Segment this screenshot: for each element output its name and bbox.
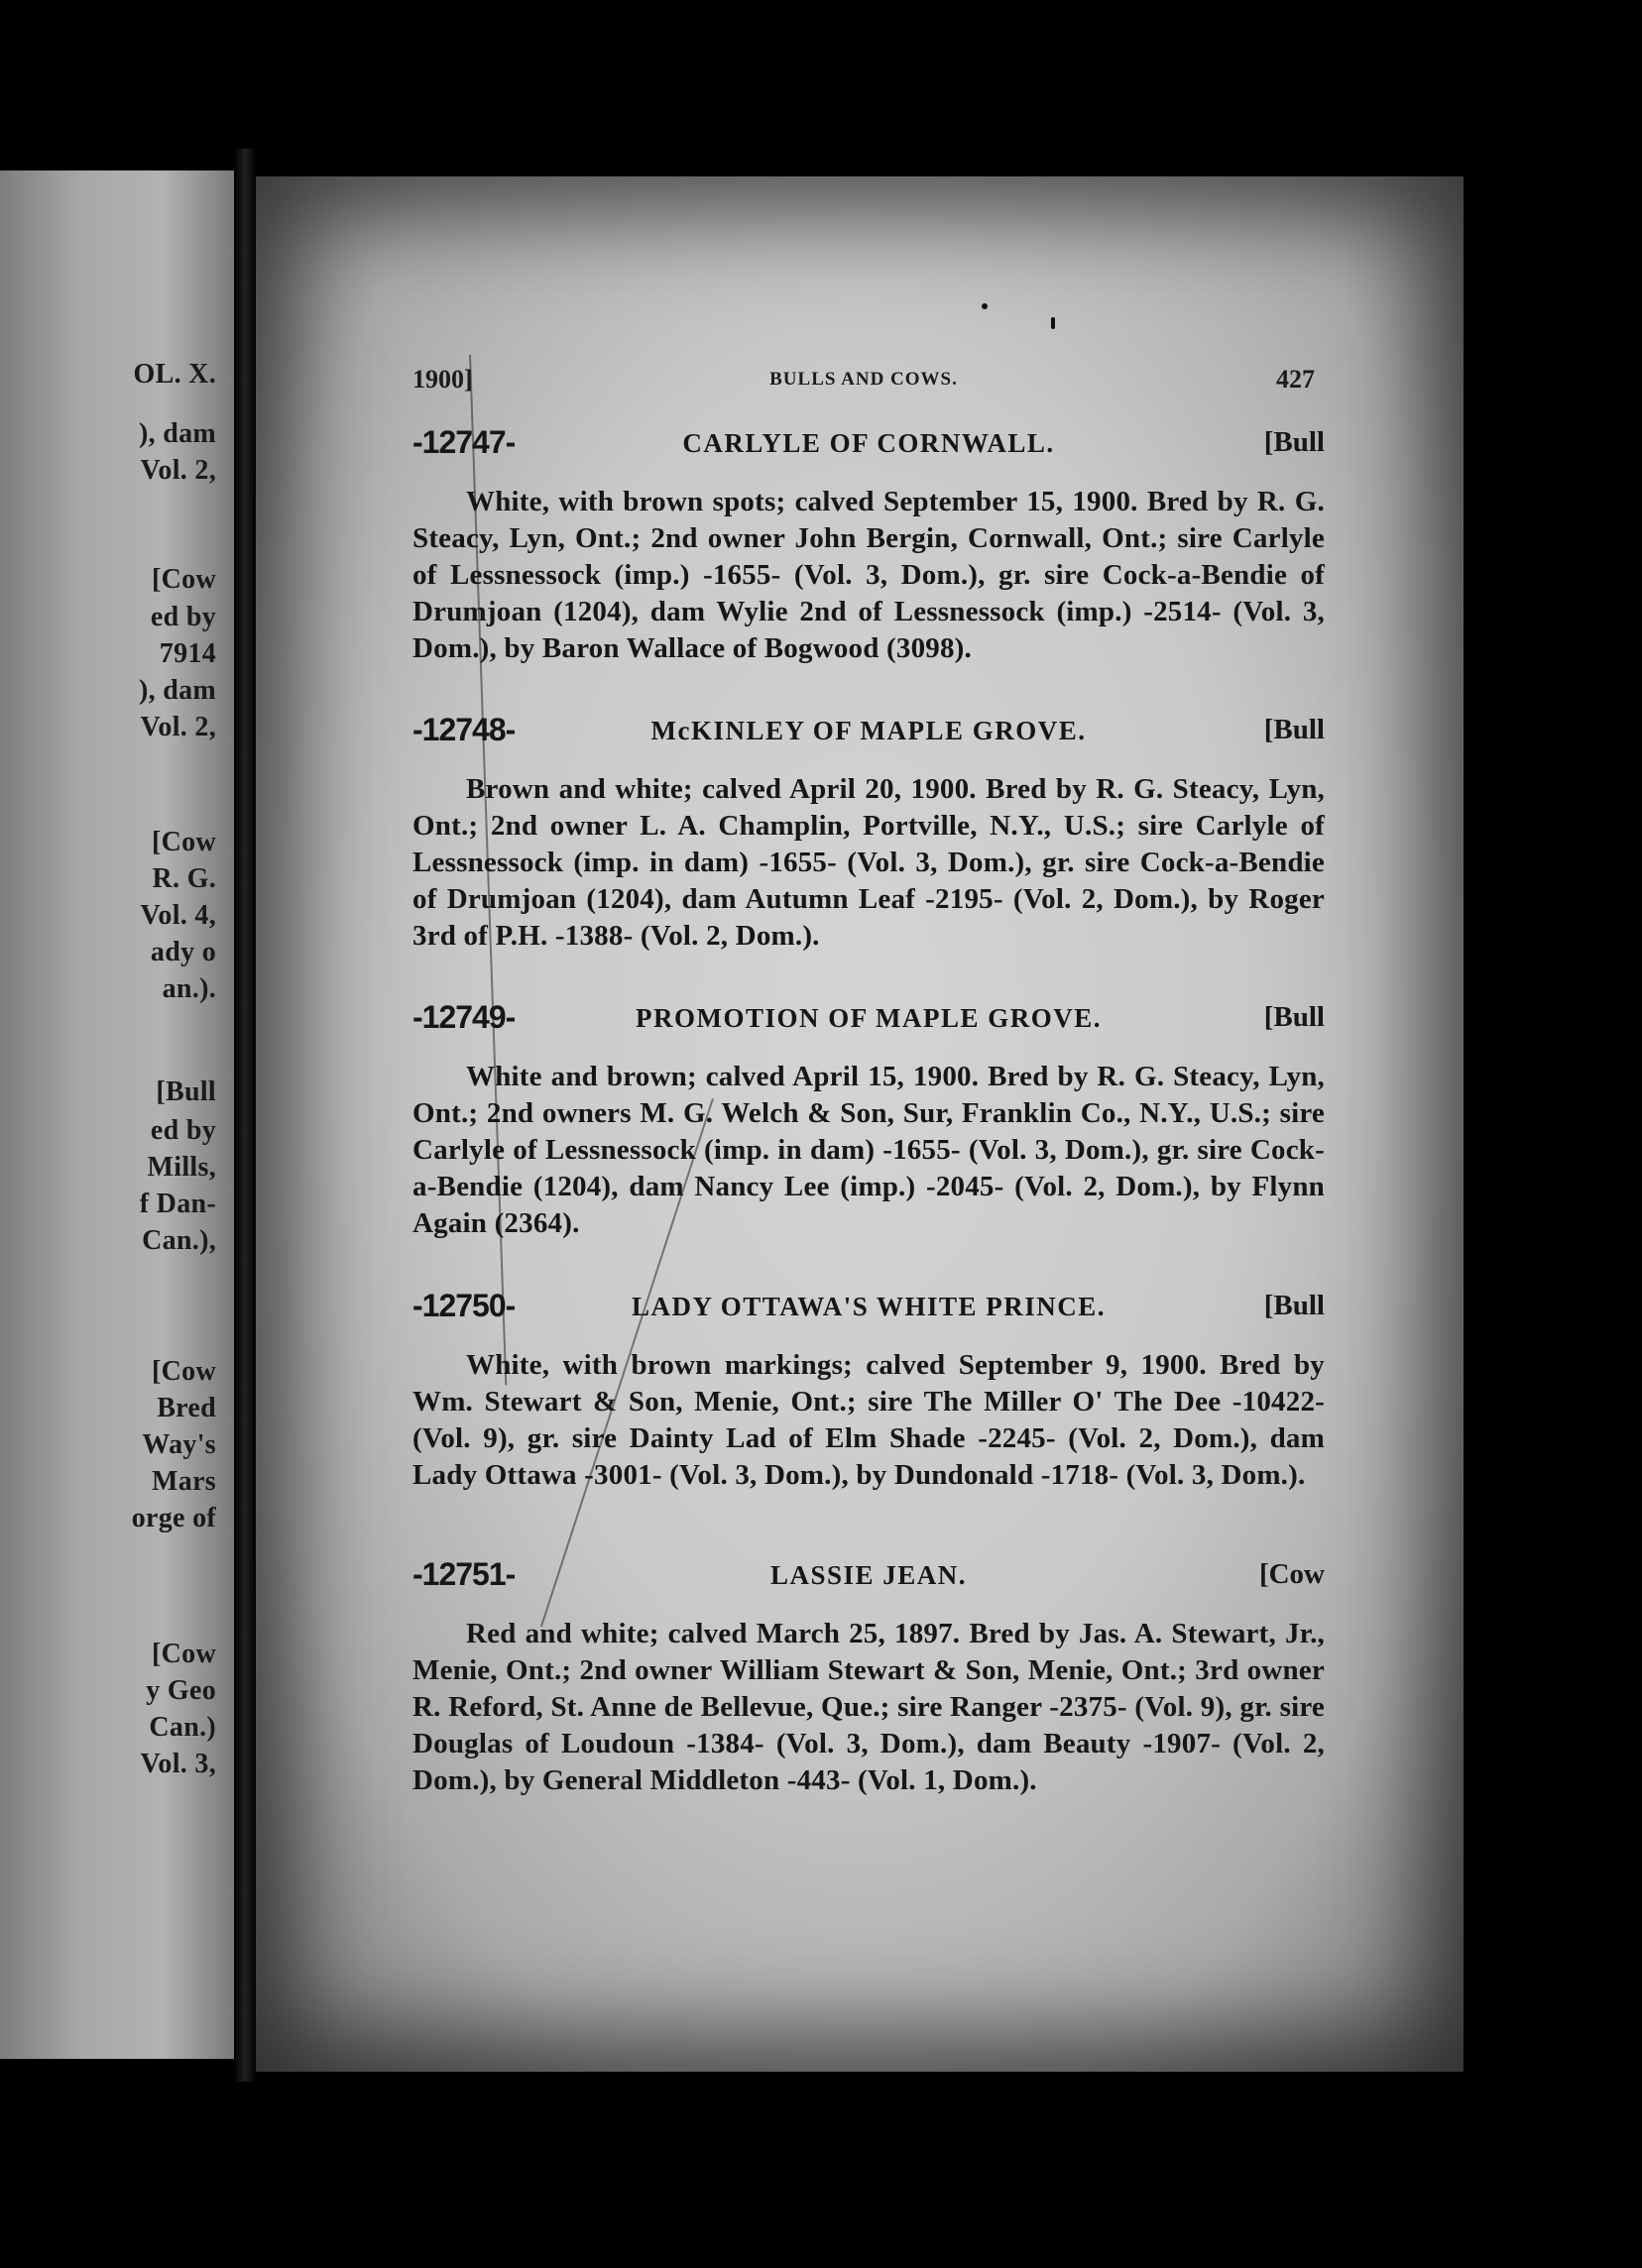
left-line: orge of bbox=[131, 1503, 216, 1533]
animal-sex: [Bull bbox=[1263, 1001, 1325, 1033]
left-line: ), dam bbox=[138, 675, 216, 706]
left-line: ), dam bbox=[138, 418, 216, 449]
page-number: 427 bbox=[1276, 365, 1315, 394]
entry-description: Brown and white; calved April 20, 1900. Bred by R. G. Steacy, Lyn, Ont.; 2nd owner L. A. Champlin, Portville, N.Y., U.S.; sire Carlyle of Lessnessock (imp. in dam) -1655- (Vol. 3, Dom.), gr. sire Cock-a-Bendie of Drumjoan (1204), dam Autumn Leaf -2195- (Vol. 2, Dom.), by Roger 3rd of P.H. -1388- (Vol. 2, Dom.). bbox=[412, 773, 1325, 952]
left-line: [Cow bbox=[152, 1356, 216, 1387]
dust-speck bbox=[982, 303, 988, 309]
left-line: Vol. 2, bbox=[140, 712, 216, 742]
left-line: Vol. 3, bbox=[140, 1749, 216, 1779]
left-line: Mars bbox=[152, 1466, 216, 1497]
entry-description: Red and white; calved March 25, 1897. Bred by Jas. A. Stewart, Jr., Menie, Ont.; 2nd owner William Stewart & Son, Menie, Ont.; 3rd owner R. Reford, St. Anne de Bellevue, Que.; sire Ranger -2375- (Vol. 9), gr. sire Douglas of Loudoun -1384- (Vol. 3, Dom.), dam Beauty -1907- (Vol. 2, Dom.), by General Middleton -443- (Vol. 1, Dom.). bbox=[412, 1618, 1325, 1796]
animal-name: CARLYLE OF CORNWALL. bbox=[682, 428, 1055, 458]
left-line: [Bull bbox=[156, 1077, 216, 1107]
entry-heading bbox=[412, 1556, 1325, 1602]
registration-number: -12747- bbox=[412, 424, 516, 460]
left-line: Vol. 4, bbox=[140, 900, 216, 931]
entry-heading bbox=[412, 1288, 1325, 1333]
left-line: R. G. bbox=[152, 863, 216, 894]
left-line: OL. X. bbox=[133, 359, 216, 390]
entry-heading bbox=[412, 999, 1325, 1045]
entry-description: White, with brown markings; calved September 9, 1900. Bred by Wm. Stewart & Son, Menie, Ont.; sire The Miller O' The Dee -10422- (Vol. 9), gr. sire Dainty Lad of Elm Shade -2245- (Vol. 2, Dom.), dam Lady Ottawa -3001- (Vol. 3, Dom.), by Dundonald -1718- (Vol. 3, Dom.). bbox=[412, 1349, 1325, 1491]
animal-name: LADY OTTAWA'S WHITE PRINCE. bbox=[631, 1292, 1107, 1321]
running-head-title: BULLS AND COWS. bbox=[769, 369, 958, 390]
running-head bbox=[412, 365, 1315, 404]
left-line: ed by bbox=[150, 602, 216, 632]
animal-sex: [Cow bbox=[1258, 1558, 1325, 1590]
book-gutter bbox=[234, 149, 256, 2082]
left-line: Bred bbox=[157, 1393, 216, 1423]
animal-name: McKINLEY OF MAPLE GROVE. bbox=[650, 716, 1087, 745]
register-entry bbox=[412, 712, 1325, 955]
left-line: Vol. 2, bbox=[140, 455, 216, 486]
left-line: ady o bbox=[150, 937, 216, 967]
entry-heading bbox=[412, 712, 1325, 757]
register-entry bbox=[412, 999, 1325, 1242]
left-line: Way's bbox=[142, 1429, 216, 1460]
left-line: [Cow bbox=[152, 1639, 216, 1669]
left-line: an.). bbox=[162, 973, 216, 1004]
left-line: ed by bbox=[150, 1115, 216, 1146]
registration-number: -12748- bbox=[412, 712, 516, 747]
animal-sex: [Bull bbox=[1263, 1290, 1325, 1321]
animal-sex: [Bull bbox=[1263, 714, 1325, 745]
registration-number: -12751- bbox=[412, 1556, 516, 1592]
registration-number: -12750- bbox=[412, 1288, 516, 1323]
left-line: 7914 bbox=[159, 638, 216, 669]
animal-sex: [Bull bbox=[1263, 426, 1325, 458]
registration-number: -12749- bbox=[412, 999, 516, 1035]
main-page bbox=[256, 176, 1464, 2072]
left-line: y Geo bbox=[146, 1675, 216, 1706]
left-line: Can.) bbox=[149, 1712, 216, 1743]
register-entry bbox=[412, 1556, 1325, 1799]
animal-name: PROMOTION OF MAPLE GROVE. bbox=[636, 1003, 1102, 1033]
dust-speck bbox=[1051, 317, 1055, 329]
animal-name: LASSIE JEAN. bbox=[769, 1560, 968, 1590]
previous-page-fragment bbox=[0, 170, 234, 2059]
left-line: f Dan- bbox=[139, 1189, 216, 1219]
register-entry bbox=[412, 1288, 1325, 1494]
running-head-year: 1900] bbox=[412, 365, 473, 394]
left-line: Can.), bbox=[142, 1225, 216, 1256]
register-entry bbox=[412, 424, 1325, 667]
left-line: [Cow bbox=[152, 564, 216, 595]
left-line: Mills, bbox=[147, 1152, 216, 1183]
entry-heading bbox=[412, 424, 1325, 470]
entry-description: White and brown; calved April 15, 1900. Bred by R. G. Steacy, Lyn, Ont.; 2nd owners M. G. Welch & Son, Sur, Franklin Co., N.Y., U.S.; sire Carlyle of Lessnessock (imp. in dam) -1655- (Vol. 3, Dom.), gr. sire Cock-a-Bendie (1204), dam Nancy Lee (imp.) -2045- (Vol. 2, Dom.), by Flynn Again (2364). bbox=[412, 1061, 1325, 1239]
left-line: [Cow bbox=[152, 827, 216, 857]
entry-description: White, with brown spots; calved September 15, 1900. Bred by R. G. Steacy, Lyn, Ont.; 2nd owner John Bergin, Cornwall, Ont.; sire Carlyle of Lessnessock (imp.) -1655- (Vol. 3, Dom.), gr. sire Cock-a-Bendie of Drumjoan (1204), dam Wylie 2nd of Lessnessock (imp.) -2514- (Vol. 3, Dom.), by Baron Wallace of Bogwood (3098). bbox=[412, 486, 1325, 664]
